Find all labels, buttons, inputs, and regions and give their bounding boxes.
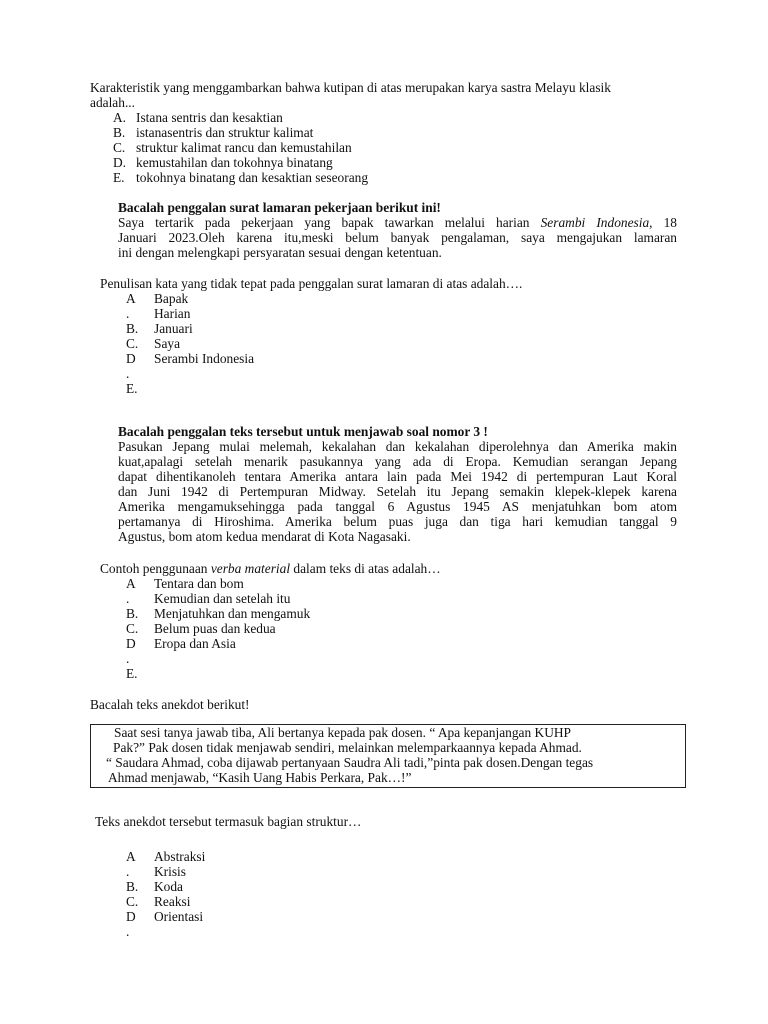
q2-option-letter: D bbox=[126, 351, 136, 366]
passage3-line: dan Juni 1942 di Pertempuran Midway. Setelah itu Jepang semakin klepek-klepek karena bbox=[118, 484, 677, 499]
q4-option-letter: . bbox=[126, 924, 130, 939]
passage2-line1-italic: Serambi Indonesia bbox=[540, 215, 650, 230]
q3-option-text: Belum puas dan kedua bbox=[154, 621, 276, 636]
q1-option-text: istanasentris dan struktur kalimat bbox=[136, 125, 314, 140]
anekdot-line: “ Saudara Ahmad, coba dijawab pertanyaan Saudra Ali tadi,”pinta pak dosen.Dengan tegas bbox=[106, 755, 594, 770]
passage3-line: kuat,apalagi setelah menarik pasukannya yang ada di Eropa. Kemudian serangan Jepang bbox=[118, 454, 677, 469]
q1-option-text: kemustahilan dan tokohnya binatang bbox=[136, 155, 333, 170]
q4-option-text: Reaksi bbox=[154, 894, 191, 909]
q3-option-letter: B. bbox=[126, 606, 139, 621]
q1-stem-line2: adalah... bbox=[90, 95, 135, 110]
q1-option-letter: E. bbox=[113, 170, 125, 185]
q1-option-letter: D. bbox=[113, 155, 127, 170]
q3-option-letter: D bbox=[126, 636, 136, 651]
passage3-line: dapat dihentikanoleh tentara Amerika antara lain pada Mei 1942 di pertempuran Laut Koral bbox=[118, 469, 677, 484]
q1-stem-line1: Karakteristik yang menggambarkan bahwa kutipan di atas merupakan karya sastra Melayu klasik bbox=[90, 80, 611, 95]
q4-option-text: Koda bbox=[154, 879, 184, 894]
passage2-line: Januari 2023.Oleh karena itu,meski belum banyak pengalaman, saya mengajukan lamaran bbox=[118, 230, 677, 245]
q3-option-letter: . bbox=[126, 651, 130, 666]
q3-option-text: Menjatuhkan dan mengamuk bbox=[154, 606, 311, 621]
anekdot-line: Saat sesi tanya jawab tiba, Ali bertanya kepada pak dosen. “ Apa kepanjangan KUHP bbox=[114, 725, 572, 740]
q1-option-text: struktur kalimat rancu dan kemustahilan bbox=[136, 140, 352, 155]
anekdot-intro: Bacalah teks anekdot berikut! bbox=[90, 697, 250, 712]
q3-option-text: Kemudian dan setelah itu bbox=[154, 591, 291, 606]
q3-option-text: Eropa dan Asia bbox=[154, 636, 236, 651]
q3-stem-pre: Contoh penggunaan bbox=[100, 561, 211, 576]
q4-stem: Teks anekdot tersebut termasuk bagian struktur… bbox=[95, 814, 362, 829]
q4-option-letter: D bbox=[126, 909, 136, 924]
q4-option-text: Abstraksi bbox=[154, 849, 206, 864]
q2-option-letter: E. bbox=[126, 381, 138, 396]
passage3-line: Agustus, bom atom kedua mendarat di Kota Nagasaki. bbox=[118, 529, 411, 544]
passage2-line1-pre: Saya tertarik pada pekerjaan yang bapak tawarkan melalui harian bbox=[118, 215, 541, 230]
q1-option-text: Istana sentris dan kesaktian bbox=[136, 110, 283, 125]
passage3-line: pertamanya di Hiroshima. Amerika belum puas juga dan tiga hari kemudian tanggal 9 bbox=[118, 514, 677, 529]
passage2-heading: Bacalah penggalan surat lamaran pekerjaan berikut ini! bbox=[118, 200, 441, 215]
q4-option-text: Krisis bbox=[154, 864, 186, 879]
passage2-line1-post: , 18 bbox=[649, 215, 677, 230]
q1-option-text: tokohnya binatang dan kesaktian seseorang bbox=[136, 170, 369, 185]
q2-option-text: Bapak bbox=[154, 291, 189, 306]
passage2-line: ini dengan melengkapi persyaratan sesuai dengan ketentuan. bbox=[118, 245, 442, 260]
q1-option-letter: B. bbox=[113, 125, 126, 140]
q2-option-text: Harian bbox=[154, 306, 191, 321]
q3-stem-italic: verba material bbox=[210, 561, 291, 576]
q3-option-letter: C. bbox=[126, 621, 139, 636]
q2-option-letter: A bbox=[126, 291, 136, 306]
anekdot-line: Ahmad menjawab, “Kasih Uang Habis Perkara, Pak…!” bbox=[108, 770, 412, 785]
q2-option-text: Saya bbox=[154, 336, 181, 351]
q4-option-letter: B. bbox=[126, 879, 139, 894]
passage3-line: Pasukan Jepang mulai melemah, kekalahan dan kekalahan diperolehnya dan Amerika makin bbox=[118, 439, 677, 454]
q2-option-letter: . bbox=[126, 306, 130, 321]
q1-option-letter: A. bbox=[113, 110, 127, 125]
q4-option-letter: A bbox=[126, 849, 136, 864]
q4-option-text: Orientasi bbox=[154, 909, 204, 924]
q2-option-letter: B. bbox=[126, 321, 139, 336]
q2-option-text: Januari bbox=[154, 321, 193, 336]
q3-stem bbox=[100, 561, 441, 576]
q1-option-letter: C. bbox=[113, 140, 126, 155]
q2-stem: Penulisan kata yang tidak tepat pada penggalan surat lamaran di atas adalah…. bbox=[100, 276, 523, 291]
q4-option-letter: . bbox=[126, 864, 130, 879]
q2-option-letter: C. bbox=[126, 336, 139, 351]
passage3-line: Amerika mengamuksehingga pada tanggal 6 Agustus 1945 AS menjatuhkan bom atom bbox=[118, 499, 677, 514]
q3-option-text: Tentara dan bom bbox=[154, 576, 244, 591]
q3-option-letter: A bbox=[126, 576, 136, 591]
q3-option-letter: E. bbox=[126, 666, 138, 681]
q3-stem-post: dalam teks di atas adalah… bbox=[290, 561, 441, 576]
q2-option-text: Serambi Indonesia bbox=[154, 351, 255, 366]
q4-option-letter: C. bbox=[126, 894, 139, 909]
passage2-line bbox=[118, 215, 677, 230]
anekdot-line: Pak?” Pak dosen tidak menjawab sendiri, melainkan melemparkaannya kepada Ahmad. bbox=[113, 740, 582, 755]
passage3-heading: Bacalah penggalan teks tersebut untuk menjawab soal nomor 3 ! bbox=[118, 424, 488, 439]
q2-option-letter: . bbox=[126, 366, 130, 381]
q3-option-letter: . bbox=[126, 591, 130, 606]
